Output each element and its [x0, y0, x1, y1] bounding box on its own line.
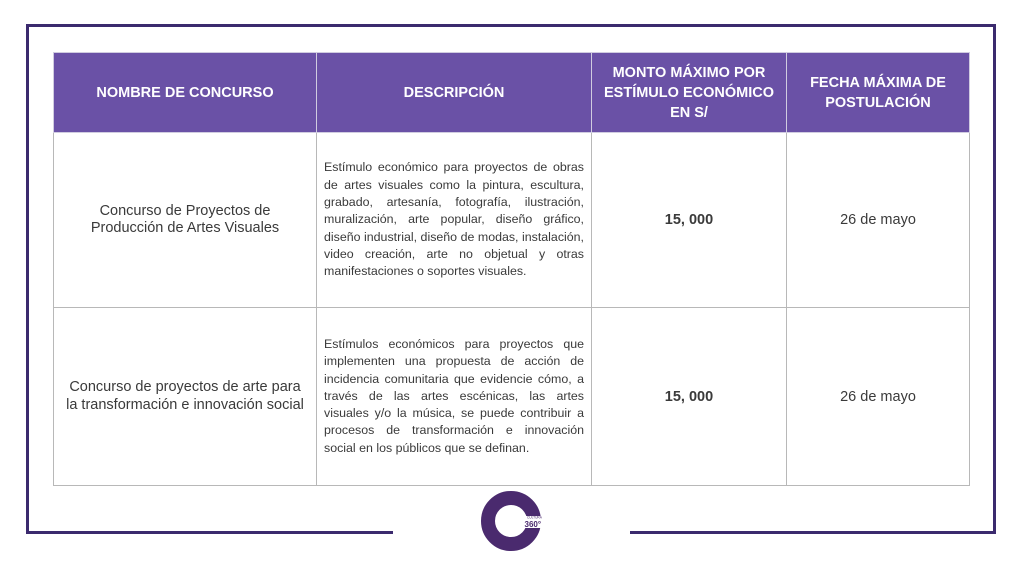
header-max-amount: MONTO MÁXIMO POR ESTÍMULO ECONÓMICO EN S/	[592, 53, 787, 133]
amount-cell: 15, 000	[592, 133, 787, 308]
contest-name-cell: Concurso de Proyectos de Producción de Artes Visuales	[54, 133, 317, 308]
table-row	[54, 308, 970, 486]
table-row	[54, 133, 970, 308]
logo-text-big: 360°	[524, 520, 542, 529]
frame-left-border	[26, 24, 29, 534]
table-header-row	[54, 53, 970, 133]
amount-cell: 15, 000	[592, 308, 787, 486]
deadline-cell: 26 de mayo	[787, 308, 970, 486]
description-cell: Estímulo económico para proyectos de obras de artes visuales como la pintura, escultura, grabado, artesanía, fotografía, ilustración, muralización, arte popular, diseño gráfico, diseño industrial, diseño de modas, instalación, video creación, arte no objetual y otras manifestaciones o soportes visuales.	[317, 133, 592, 308]
header-contest-name: NOMBRE DE CONCURSO	[54, 53, 317, 133]
contest-name-cell: Concurso de proyectos de arte para la transformación e innovación social	[54, 308, 317, 486]
frame-top-border	[26, 24, 996, 27]
logo-text-small: CULTURA	[527, 515, 542, 520]
frame-right-border	[993, 24, 996, 534]
frame-bottom-left-border	[26, 531, 393, 534]
frame-bottom-right-border	[630, 531, 996, 534]
header-deadline: FECHA MÁXIMA DE POSTULACIÓN	[787, 53, 970, 133]
description-cell: Estímulos económicos para proyectos que implementen una propuesta de acción de incidencia comunitaria que evidencie cómo, a través de las artes escénicas, las artes visuales y/o la música, se puede contribuir a procesos de transformación e innovación social en los públicos que se definan.	[317, 308, 592, 486]
cultura-360-logo	[480, 490, 542, 552]
contests-table	[53, 52, 970, 486]
deadline-cell: 26 de mayo	[787, 133, 970, 308]
header-description: DESCRIPCIÓN	[317, 53, 592, 133]
